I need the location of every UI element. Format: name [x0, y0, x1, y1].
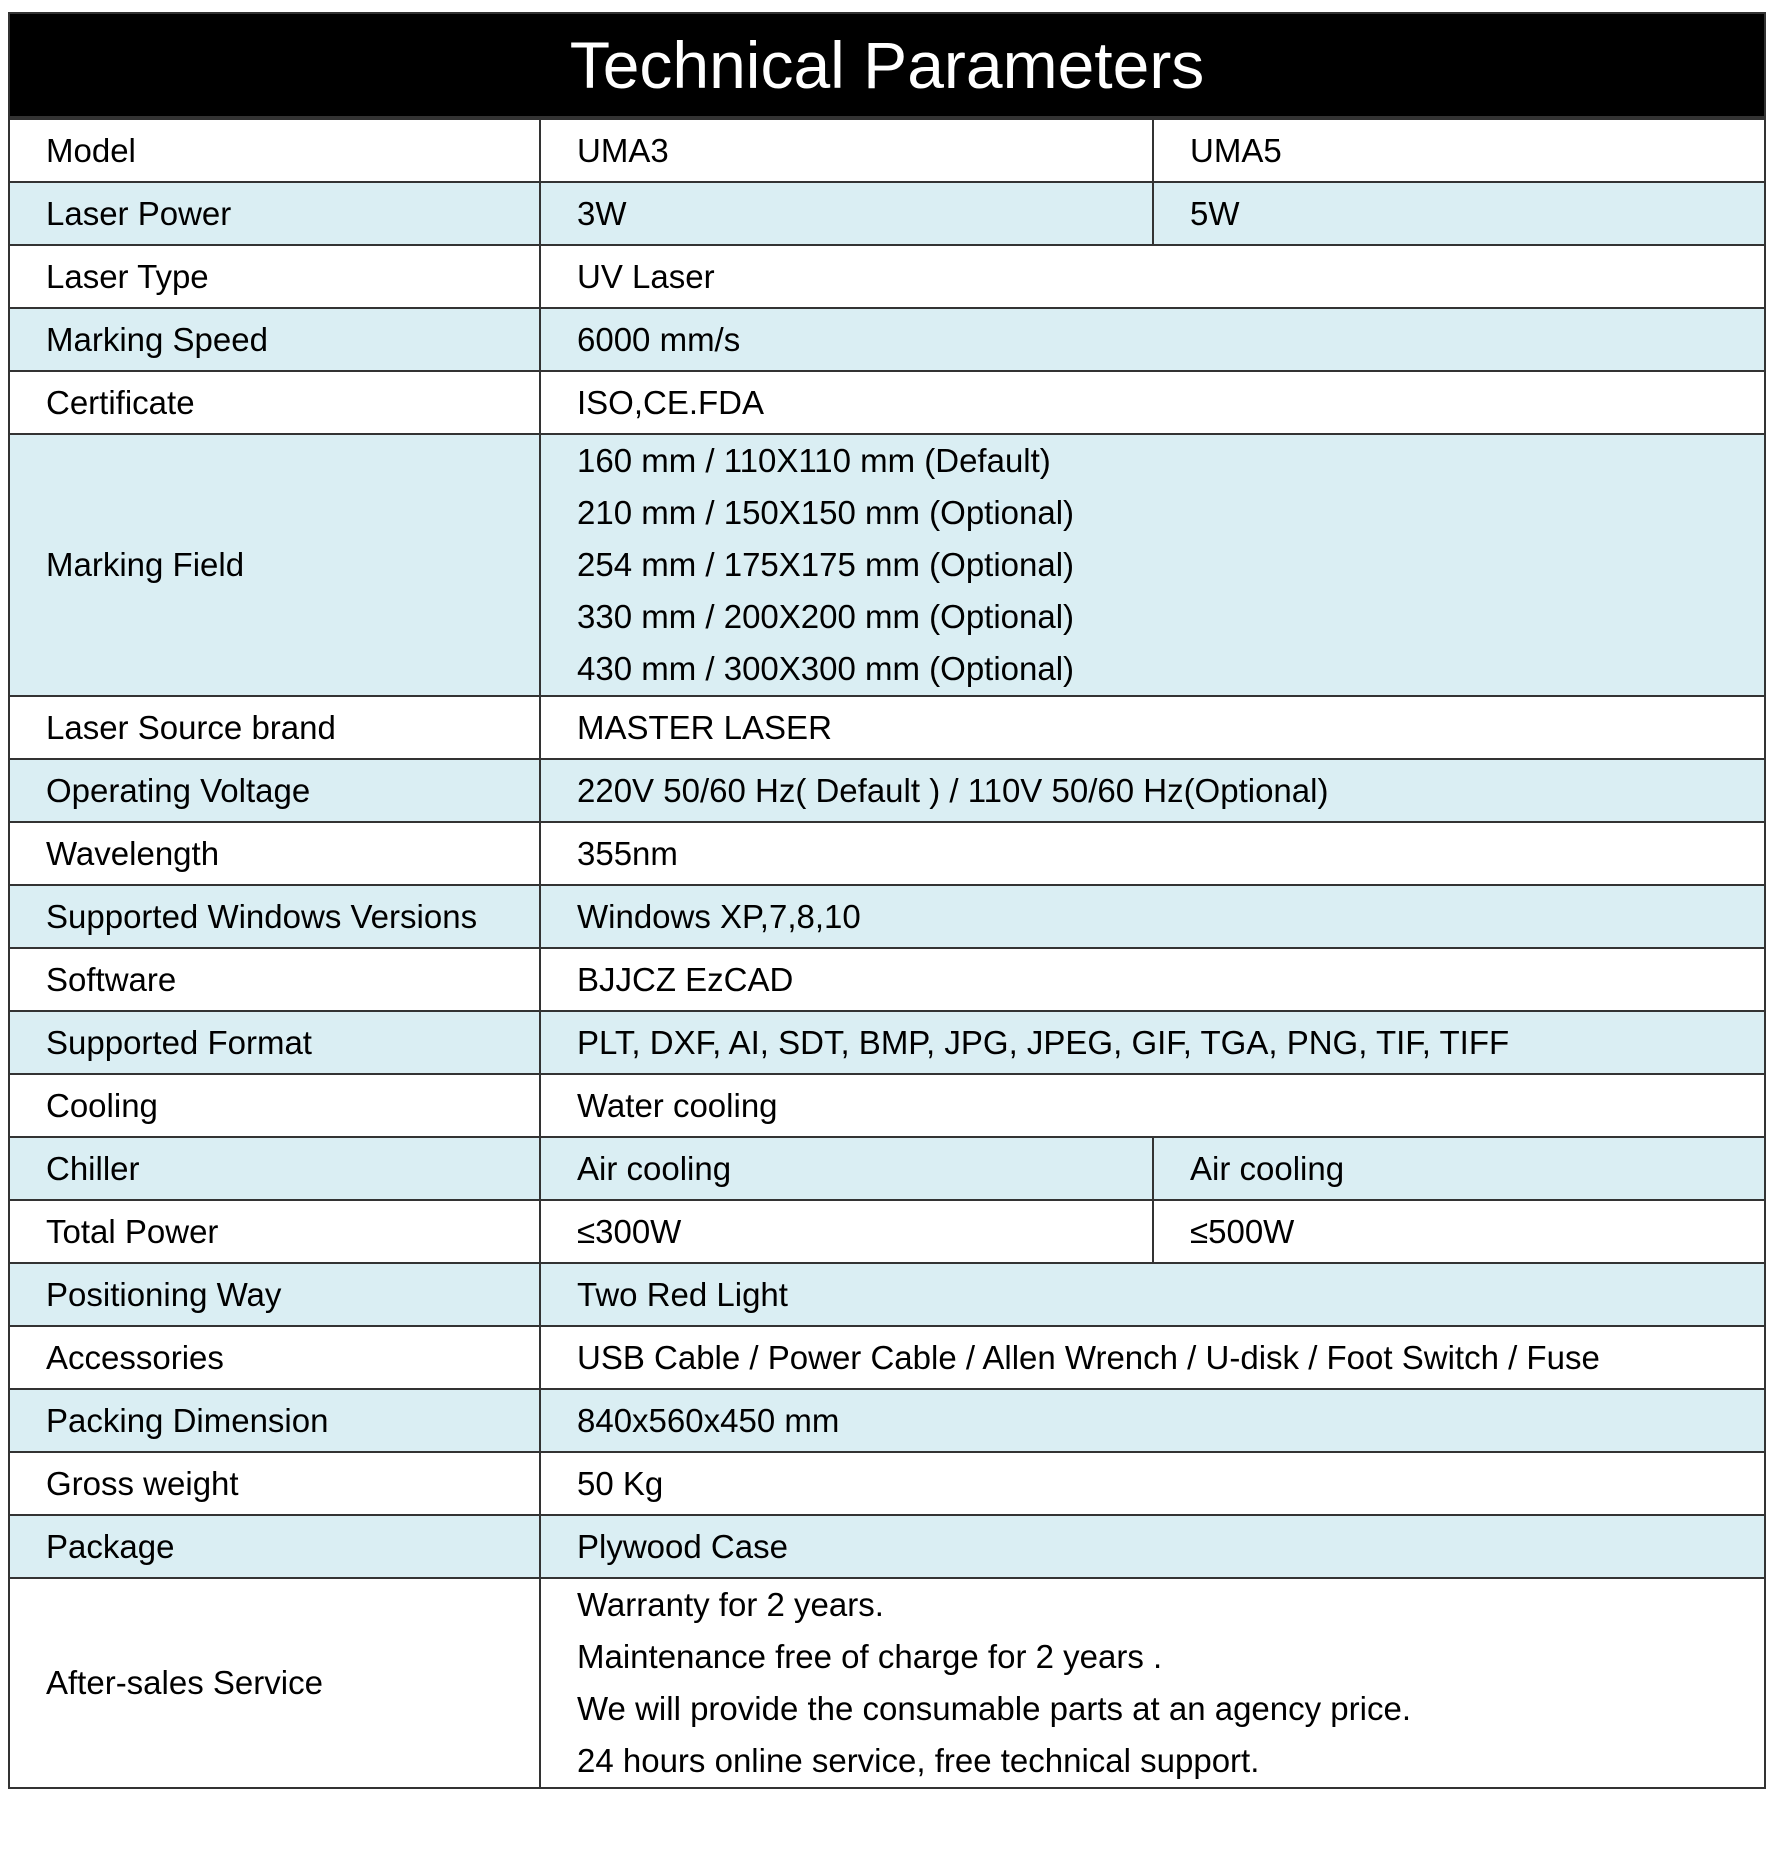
table-row	[9, 119, 1765, 182]
parameter-value: Air cooling	[1153, 1137, 1765, 1200]
parameter-value-line: 330 mm / 200X200 mm (Optional)	[577, 598, 1075, 635]
parameter-label: Laser Power	[9, 182, 540, 245]
parameter-value: 5W	[1153, 182, 1765, 245]
table-row	[9, 822, 1765, 885]
parameter-value: 3W	[540, 182, 1153, 245]
table-row	[9, 1452, 1765, 1515]
table-row	[9, 696, 1765, 759]
parameters-table	[8, 118, 1766, 1789]
parameter-label: Supported Format	[9, 1011, 540, 1074]
parameter-value-line: 210 mm / 150X150 mm (Optional)	[577, 494, 1075, 531]
parameter-value-line: 160 mm / 110X110 mm (Default)	[577, 442, 1051, 479]
parameter-label: Chiller	[9, 1137, 540, 1200]
table-title: Technical Parameters	[8, 12, 1766, 118]
parameter-label: Software	[9, 948, 540, 1011]
parameter-label: Wavelength	[9, 822, 540, 885]
parameter-value: ≤300W	[540, 1200, 1153, 1263]
parameter-value: BJJCZ EzCAD	[540, 948, 1765, 1011]
parameter-label: Package	[9, 1515, 540, 1578]
parameter-value-line: 24 hours online service, free technical support.	[577, 1742, 1260, 1779]
parameter-label: Packing Dimension	[9, 1389, 540, 1452]
table-row	[9, 759, 1765, 822]
parameter-value: Water cooling	[540, 1074, 1765, 1137]
parameter-label: After-sales Service	[9, 1578, 540, 1788]
parameter-label: Cooling	[9, 1074, 540, 1137]
parameter-value-line: 430 mm / 300X300 mm (Optional)	[577, 650, 1075, 687]
parameter-value: UMA3	[540, 119, 1153, 182]
parameter-label: Laser Source brand	[9, 696, 540, 759]
parameter-label: Gross weight	[9, 1452, 540, 1515]
parameter-value: UMA5	[1153, 119, 1765, 182]
table-row	[9, 1011, 1765, 1074]
parameter-value: 355nm	[540, 822, 1765, 885]
table-row	[9, 308, 1765, 371]
parameter-value: PLT, DXF, AI, SDT, BMP, JPG, JPEG, GIF, TGA, PNG, TIF, TIFF	[540, 1011, 1765, 1074]
parameter-value-list	[540, 434, 1765, 696]
table-row	[9, 885, 1765, 948]
parameter-value: Air cooling	[540, 1137, 1153, 1200]
parameter-label: Operating Voltage	[9, 759, 540, 822]
table-row	[9, 1389, 1765, 1452]
table-row	[9, 182, 1765, 245]
parameter-value: Plywood Case	[540, 1515, 1765, 1578]
table-row	[9, 1074, 1765, 1137]
parameter-value: 220V 50/60 Hz( Default ) / 110V 50/60 Hz(Optional)	[540, 759, 1765, 822]
parameter-value: MASTER LASER	[540, 696, 1765, 759]
parameter-value: 840x560x450 mm	[540, 1389, 1765, 1452]
table-row	[9, 1326, 1765, 1389]
parameter-value-line: We will provide the consumable parts at an agency price.	[577, 1690, 1411, 1727]
parameter-label: Laser Type	[9, 245, 540, 308]
table-row	[9, 1515, 1765, 1578]
parameter-value-line: 254 mm / 175X175 mm (Optional)	[577, 546, 1075, 583]
parameter-value: ≤500W	[1153, 1200, 1765, 1263]
parameter-value: 50 Kg	[540, 1452, 1765, 1515]
parameter-value-line: Maintenance free of charge for 2 years .	[577, 1638, 1163, 1675]
table-row	[9, 434, 1765, 696]
parameter-value: ISO,CE.FDA	[540, 371, 1765, 434]
table-row	[9, 371, 1765, 434]
parameter-label: Marking Speed	[9, 308, 540, 371]
table-row	[9, 1578, 1765, 1788]
parameter-value: USB Cable / Power Cable / Allen Wrench / U-disk / Foot Switch / Fuse	[540, 1326, 1765, 1389]
parameter-value: Two Red Light	[540, 1263, 1765, 1326]
table-row	[9, 245, 1765, 308]
table-row	[9, 1200, 1765, 1263]
parameter-value: Windows XP,7,8,10	[540, 885, 1765, 948]
parameter-label: Model	[9, 119, 540, 182]
parameter-label: Supported Windows Versions	[9, 885, 540, 948]
parameter-label: Marking Field	[9, 434, 540, 696]
parameter-value-line: Warranty for 2 years.	[577, 1586, 884, 1623]
table-row	[9, 948, 1765, 1011]
parameter-label: Certificate	[9, 371, 540, 434]
parameter-label: Accessories	[9, 1326, 540, 1389]
parameter-value-list	[540, 1578, 1765, 1788]
table-row	[9, 1263, 1765, 1326]
parameter-value: UV Laser	[540, 245, 1765, 308]
parameter-label: Total Power	[9, 1200, 540, 1263]
technical-parameters-table	[8, 12, 1766, 1789]
parameter-value: 6000 mm/s	[540, 308, 1765, 371]
parameter-label: Positioning Way	[9, 1263, 540, 1326]
table-row	[9, 1137, 1765, 1200]
